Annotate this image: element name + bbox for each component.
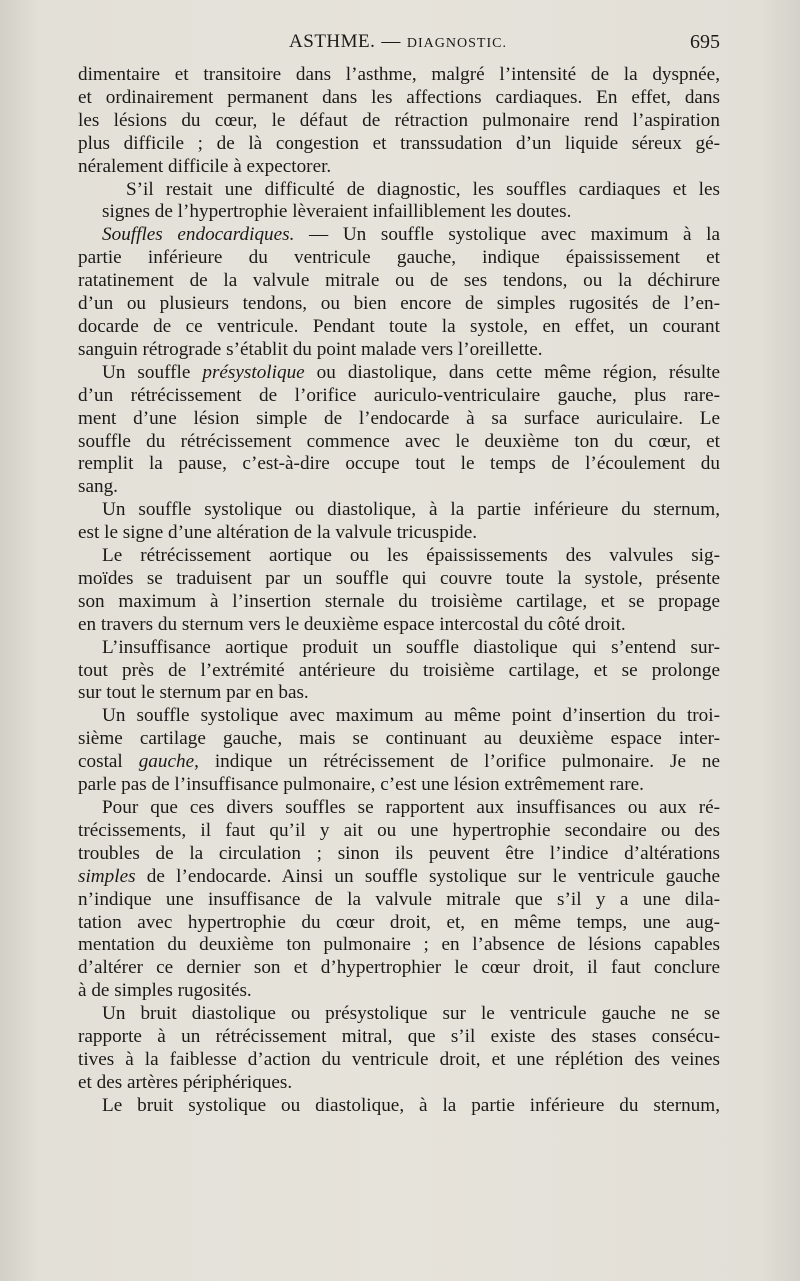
body-text — [78, 64, 720, 1118]
text-line: à de simples rugosités. — [78, 980, 252, 1002]
text-line: tation avec hypertrophie du cœur droit, et, en même temps, une aug- — [78, 911, 720, 933]
text-line: signes de l’hypertrophie lèveraient infailliblement les doutes. — [102, 201, 572, 223]
text-fragment: costal — [78, 751, 139, 773]
text-line: et ordinairement permanent dans les affections cardiaques. En effet, dans — [78, 86, 720, 108]
text-line: tives à la faiblesse d’action du ventricule droit, et une réplétion des veines — [78, 1048, 720, 1070]
text-line: Le rétrécissement aortique ou les épaississements des valvules sig- — [102, 545, 720, 567]
text-line: souffle du rétrécissement commence avec le deuxième ton du cœur, et — [78, 430, 720, 452]
text-line: néralement difficile à expectorer. — [78, 155, 332, 177]
text-line: Le bruit systolique ou diastolique, à la partie inférieure du sternum, — [102, 1094, 720, 1116]
text-line: rapporte à un rétrécissement mitral, que s’il existe des stases consécu- — [78, 1026, 720, 1048]
text-line — [78, 362, 720, 385]
text-line: d’un ou plusieurs tendons, ou bien encore de simples rugosités de l’en- — [78, 293, 720, 315]
running-title-sub: DIAGNOSTIC. — [406, 36, 507, 51]
paragraph — [78, 705, 720, 797]
text-line — [78, 751, 720, 774]
text-line: son maximum à l’insertion sternale du troisième cartilage, et se propage — [78, 590, 720, 612]
paragraph — [78, 1003, 720, 1095]
running-title-main: ASTHME. — [289, 31, 376, 52]
text-fragment: de l’endocarde. Ainsi un souffle systolique sur le ventricule gauche — [135, 865, 720, 887]
text-line: remplit la pause, c’est-à-dire occupe tout le temps de l’écoulement du — [78, 453, 720, 475]
text-line: d’altérer ce dernier son et d’hypertrophier le cœur droit, il faut conclure — [78, 957, 720, 979]
paragraph — [78, 362, 720, 499]
text-line: n’indique une insuffisance de la valvule mitrale que s’il y a une dila- — [78, 888, 720, 910]
text-line: tout près de l’extrémité antérieure du troisième cartilage, et se prolonge — [78, 659, 720, 681]
running-title-dash: — — [381, 31, 401, 52]
paragraph — [78, 179, 720, 225]
text-fragment: Un souffle — [102, 361, 203, 383]
text-fragment: — Un souffle systolique avec maximum à la — [294, 224, 720, 246]
paragraph — [78, 637, 720, 706]
page-number: 695 — [690, 31, 720, 53]
paragraph — [78, 64, 720, 179]
text-line: dimentaire et transitoire dans l’asthme, malgré l’intensité de la dyspnée, — [78, 64, 720, 85]
text-line — [78, 866, 720, 889]
text-line: en travers du sternum vers le deuxième espace intercostal du côté droit. — [78, 613, 626, 635]
text-line: sang. — [78, 476, 118, 498]
italic-term: gauche — [138, 751, 195, 773]
text-line: plus difficile ; de là congestion et transsudation d’un liquide séreux gé- — [78, 132, 720, 154]
text-line: partie inférieure du ventricule gauche, indique épaississement et — [78, 247, 720, 269]
text-fragment: ou diastolique, dans cette même région, résulte — [304, 361, 720, 383]
paragraph — [78, 545, 720, 637]
text-line: parle pas de l’insuffisance pulmonaire, c’est une lésion extrêmement rare. — [78, 774, 644, 796]
text-line: les lésions du cœur, le défaut de rétraction pulmonaire rend l’aspiration — [78, 109, 720, 131]
text-line: sième cartilage gauche, mais se continuant au deuxième espace inter- — [78, 728, 720, 750]
text-line: Un souffle systolique ou diastolique, à la partie inférieure du sternum, — [102, 499, 720, 521]
text-line: et des artères périphériques. — [78, 1071, 293, 1093]
text-line: Un bruit diastolique ou présystolique sur le ventricule gauche ne se — [102, 1003, 720, 1025]
text-line: trécissements, il faut qu’il y ait ou une hypertrophie secondaire ou des — [78, 819, 720, 841]
text-line: troubles de la circulation ; sinon ils peuvent être l’indice d’altérations — [78, 842, 720, 864]
section-heading-italic: Souffles endocardiques. — [102, 224, 295, 246]
paragraph — [78, 499, 720, 545]
text-line: Pour que ces divers souffles se rapportent aux insuffisances ou aux ré- — [102, 797, 720, 818]
text-line: sur tout le sternum par en bas. — [78, 682, 309, 704]
paragraph — [78, 1095, 720, 1118]
text-line: L’insuffisance aortique produit un souffle diastolique qui s’entend sur- — [102, 636, 720, 658]
italic-term: présystolique — [202, 361, 305, 383]
italic-term: simples — [78, 865, 136, 887]
page-header — [76, 31, 720, 59]
paragraph — [78, 224, 720, 361]
text-line: S’il restait une difficulté de diagnostic, les souffles cardiaques et les — [126, 178, 720, 200]
text-line: sanguin rétrograde s’établit du point malade vers l’oreillette. — [78, 338, 543, 360]
text-line — [78, 224, 720, 247]
paragraph — [78, 797, 720, 1003]
text-line: mentation du deuxième ton pulmonaire ; en l’absence de lésions capables — [78, 934, 720, 956]
text-line: est le signe d’une altération de la valvule tricuspide. — [78, 522, 478, 544]
running-title — [76, 31, 720, 53]
text-line: Un souffle systolique avec maximum au même point d’insertion du troi- — [102, 705, 720, 727]
text-line: d’un rétrécissement de l’orifice auriculo-ventriculaire gauche, plus rare- — [78, 384, 720, 406]
text-fragment: , indique un rétrécissement de l’orifice pulmonaire. Je ne — [194, 751, 720, 773]
text-line: docarde de ce ventricule. Pendant toute la systole, en effet, un courant — [78, 315, 720, 337]
text-line: ment d’une lésion simple de l’endocarde à sa surface auriculaire. Le — [78, 407, 720, 429]
text-line: moïdes se traduisent par un souffle qui couvre toute la systole, présente — [78, 567, 720, 589]
text-line: ratatinement de la valvule mitrale ou de ses tendons, ou la déchirure — [78, 270, 720, 292]
